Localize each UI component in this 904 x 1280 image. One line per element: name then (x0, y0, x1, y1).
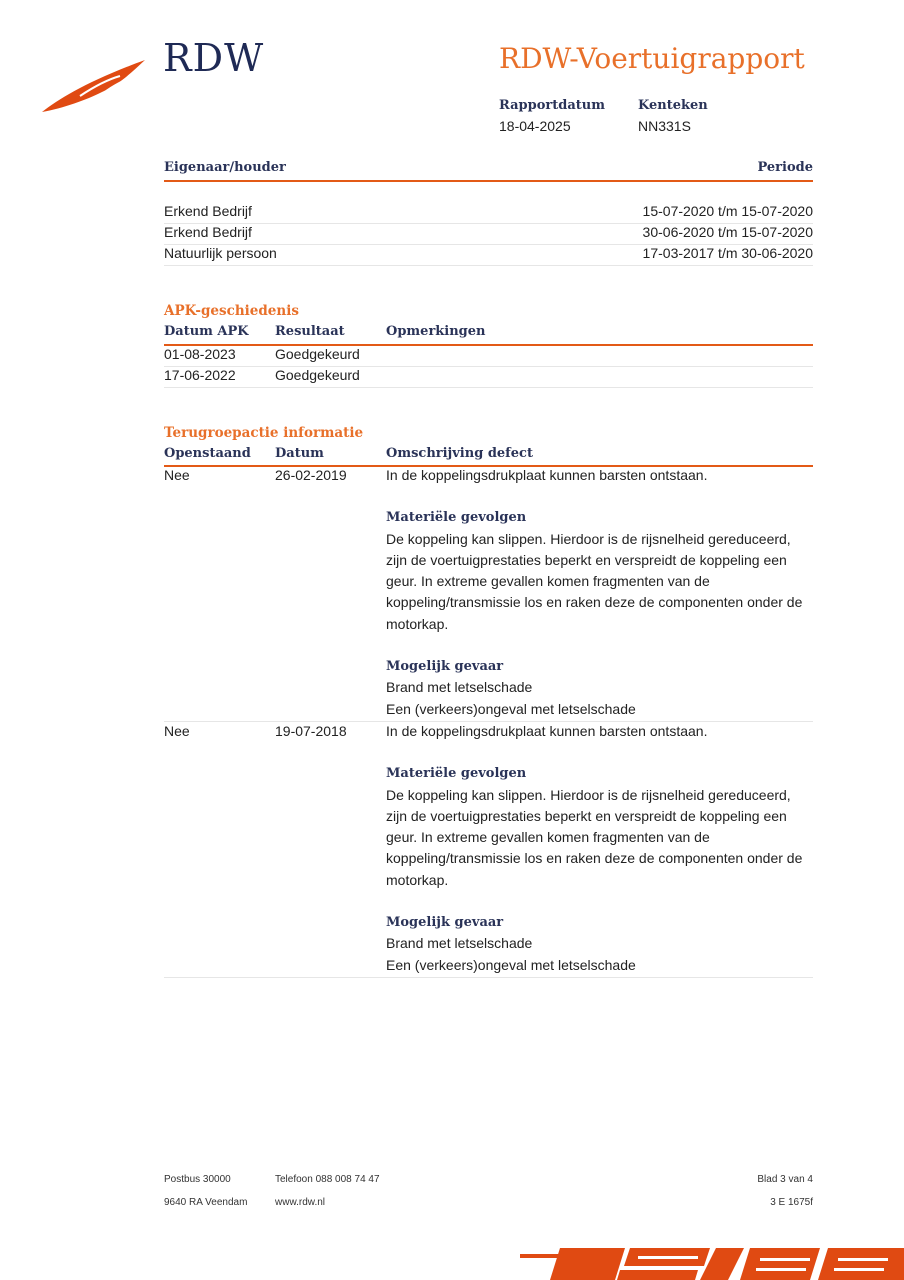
owner-period: 17-03-2017 t/m 30-06-2020 (642, 245, 813, 261)
danger-label: Mogelijk gevaar (386, 915, 504, 931)
apk-result: Goedgekeurd (275, 367, 360, 383)
footer-page-number: Blad 3 van 4 (757, 1174, 813, 1185)
defect-text: In de koppelingsdrukplaat kunnen barsten ontstaan. (386, 467, 708, 483)
owner-type: Natuurlijk persoon (164, 245, 277, 261)
plate-number: NN331S (638, 118, 691, 134)
material-line: De koppeling kan slippen. Hierdoor is de rijsnelheid gereduceerd, (386, 786, 791, 803)
material-line: zijn de voertuigprestaties beperkt en verspreidt de koppeling een (386, 807, 787, 824)
recall-open-header: Openstaand (164, 446, 251, 461)
recall-date-header: Datum (275, 446, 324, 461)
owner-type: Erkend Bedrijf (164, 224, 252, 240)
material-line: De koppeling kan slippen. Hierdoor is de rijsnelheid gereduceerd, (386, 530, 791, 547)
recall-description (386, 721, 806, 976)
footer-doc-code: 3 E 1675f (770, 1197, 813, 1208)
footer-address: 9640 RA Veendam (164, 1197, 248, 1208)
danger-line: Een (verkeers)ongeval met letselschade (386, 956, 636, 973)
owner-period: 15-07-2020 t/m 15-07-2020 (642, 203, 813, 219)
divider (164, 180, 813, 182)
page-title: RDW-Voertuigrapport (499, 42, 805, 75)
decorative-stripes-icon (520, 1244, 904, 1280)
owner-period: 30-06-2020 t/m 15-07-2020 (642, 224, 813, 240)
report-date-label: Rapportdatum (499, 98, 605, 113)
material-line: motorkap. (386, 871, 449, 888)
recall-open: Nee (164, 723, 190, 739)
danger-line: Brand met letselschade (386, 935, 533, 952)
apk-section-title: APK-geschiedenis (164, 303, 299, 319)
footer-postbus: Postbus 30000 (164, 1174, 231, 1185)
material-line: koppeling/transmissie los en raken deze de componenten onder de (386, 594, 803, 611)
material-line: geur. In extreme gevallen komen fragmenten van de (386, 573, 710, 590)
defect-text: In de koppelingsdrukplaat kunnen barsten ontstaan. (386, 723, 708, 739)
material-line: geur. In extreme gevallen komen fragmenten van de (386, 829, 710, 846)
owner-row (164, 222, 813, 243)
apk-date: 17-06-2022 (164, 367, 236, 383)
report-date: 18-04-2025 (499, 118, 571, 134)
apk-remarks-header: Opmerkingen (386, 324, 486, 339)
danger-line: Brand met letselschade (386, 679, 533, 696)
recall-open: Nee (164, 467, 190, 483)
apk-date: 01-08-2023 (164, 346, 236, 362)
material-label: Materiële gevolgen (386, 510, 527, 526)
owner-type: Erkend Bedrijf (164, 203, 252, 219)
apk-result: Goedgekeurd (275, 346, 360, 362)
recall-desc-header: Omschrijving defect (386, 446, 533, 461)
owner-row (164, 243, 813, 264)
apk-result-header: Resultaat (275, 324, 345, 339)
danger-line: Een (verkeers)ongeval met letselschade (386, 700, 636, 717)
material-line: koppeling/transmissie los en raken deze de componenten onder de (386, 850, 803, 867)
recall-date: 26-02-2019 (275, 467, 347, 483)
danger-label: Mogelijk gevaar (386, 659, 504, 675)
owner-column-header: Eigenaar/houder (164, 160, 286, 175)
footer-phone: Telefoon 088 008 74 47 (275, 1174, 380, 1185)
recall-section-title: Terugroepactie informatie (164, 425, 364, 441)
owner-row (164, 201, 813, 222)
divider (164, 344, 813, 346)
recall-description (386, 465, 806, 720)
material-line: zijn de voertuigprestaties beperkt en verspreidt de koppeling een (386, 551, 787, 568)
footer-website[interactable]: www.rdw.nl (275, 1197, 326, 1208)
period-column-header: Periode (757, 160, 813, 175)
logo-text: RDW (163, 36, 265, 80)
material-label: Materiële gevolgen (386, 766, 527, 782)
rdw-logo-icon (40, 58, 150, 114)
recall-date: 19-07-2018 (275, 723, 347, 739)
apk-date-header: Datum APK (164, 324, 249, 339)
plate-label: Kenteken (638, 98, 708, 113)
material-line: motorkap. (386, 615, 449, 632)
